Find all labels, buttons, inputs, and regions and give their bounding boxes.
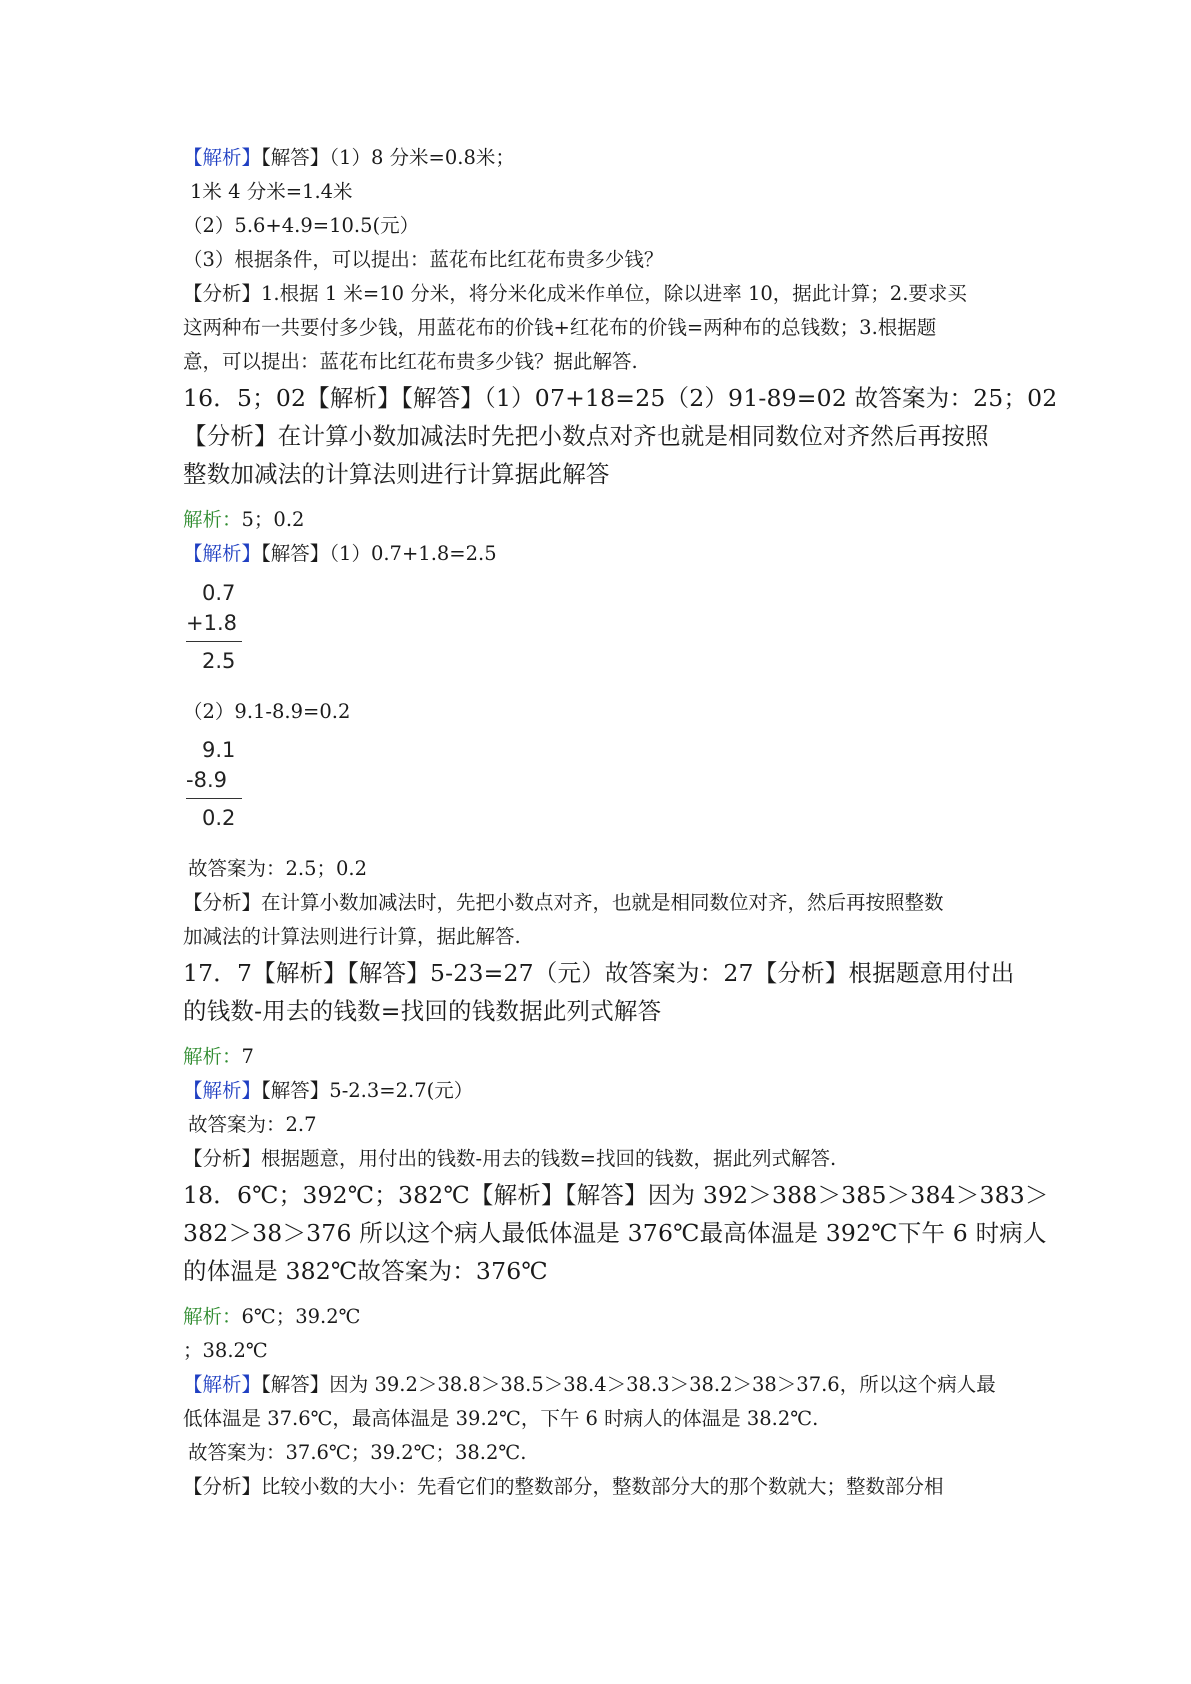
addend-1: 0.7 bbox=[202, 581, 236, 605]
text: 比较小数的大小：先看它们的整数部分，整数部分大的那个数就大；整数部分相 bbox=[261, 1475, 944, 1498]
fenxi-tag: 【分析】 bbox=[183, 1147, 262, 1170]
line-jiexi-3 bbox=[183, 1079, 473, 1102]
line-text: 这两种布一共要付多少钱，用蓝花布的价钱+红花布的价钱=两种布的总钱数；3.根据题 bbox=[183, 316, 937, 339]
jieda-tag: 【解答】 bbox=[261, 146, 330, 169]
vertical-subtraction bbox=[186, 735, 246, 833]
line-text-large: 382＞38＞376 所以这个病人最低体温是 376℃最高体温是 392℃下午 6 时病人 bbox=[183, 1219, 1047, 1247]
jieda-tag: 【解答】 bbox=[261, 542, 330, 565]
line-jiexi-1 bbox=[183, 146, 515, 169]
line-text: （2）5.6+4.9=10.5(元） bbox=[183, 214, 420, 237]
text: 5-2.3=2.7(元） bbox=[329, 1079, 474, 1102]
line-text: 故答案为：2.5；0.2 bbox=[188, 857, 368, 880]
jiexi-tag: 【解析】 bbox=[183, 542, 262, 565]
line-fenxi-2 bbox=[183, 891, 944, 914]
line-jiexi-2 bbox=[183, 542, 497, 565]
line-text: （2）9.1-8.9=0.2 bbox=[183, 700, 351, 723]
text: 1.根据 1 米=10 分米，将分米化成米作单位，除以进率 10，据此计算；2.要求买 bbox=[261, 282, 967, 305]
jieda-tag: 【解答】 bbox=[261, 1079, 330, 1102]
addend-2: +1.8 bbox=[186, 611, 237, 635]
line-text: ；38.2℃ bbox=[183, 1339, 268, 1362]
minuend: 9.1 bbox=[202, 738, 236, 762]
answer-line-17 bbox=[183, 1045, 254, 1068]
line-text-large: 【分析】在计算小数加减法时先把小数点对齐也就是相同数位对齐然后再按照 bbox=[183, 422, 989, 450]
subtrahend: -8.9 bbox=[186, 768, 227, 792]
text: 根据题意，用付出的钱数-用去的钱数=找回的钱数，据此列式解答. bbox=[261, 1147, 837, 1170]
fenxi-tag: 【分析】 bbox=[183, 282, 262, 305]
answer-line-16 bbox=[183, 508, 304, 531]
difference-result: 0.2 bbox=[202, 806, 236, 830]
line-text: 1米 4 分米=1.4米 bbox=[190, 180, 353, 203]
jiexi-tag: 【解析】 bbox=[183, 1079, 262, 1102]
sum-result: 2.5 bbox=[202, 649, 236, 673]
jiexi-label: 解析： bbox=[183, 1305, 242, 1328]
line-fenxi-4 bbox=[183, 1475, 944, 1498]
line-jiexi-4 bbox=[183, 1373, 996, 1396]
text: 7 bbox=[241, 1045, 254, 1068]
line-text: 故答案为：37.6℃；39.2℃；38.2℃. bbox=[188, 1441, 527, 1464]
text: （1）0.7+1.8=2.5 bbox=[329, 542, 497, 565]
question-16-header: 16．5；02【解析】【解答】（1）07+18=25（2）91-89=02 故答案为：25；02 bbox=[183, 384, 1058, 412]
text: 5；0.2 bbox=[241, 508, 305, 531]
jiexi-label: 解析： bbox=[183, 1045, 242, 1068]
fenxi-tag: 【分析】 bbox=[183, 1475, 262, 1498]
line-text-large: 的体温是 382℃故答案为：376℃ bbox=[183, 1257, 548, 1285]
jieda-tag: 【解答】 bbox=[261, 1373, 330, 1396]
fenxi-tag: 【分析】 bbox=[183, 891, 262, 914]
question-18-header: 18．6℃；392℃；382℃【解析】【解答】因为 392＞388＞385＞384＞383＞ bbox=[183, 1181, 1049, 1209]
line-text: 低体温是 37.6℃，最高体温是 39.2℃，下午 6 时病人的体温是 38.2℃. bbox=[183, 1407, 819, 1430]
line-text: 故答案为：2.7 bbox=[188, 1113, 317, 1136]
text: （1）8 分米=0.8米； bbox=[329, 146, 515, 169]
jiexi-tag: 【解析】 bbox=[183, 1373, 262, 1396]
text: 因为 39.2＞38.8＞38.5＞38.4＞38.3＞38.2＞38＞37.6，所以这个病人最 bbox=[329, 1373, 996, 1396]
text: 在计算小数加减法时，先把小数点对齐，也就是相同数位对齐，然后再按照整数 bbox=[261, 891, 944, 914]
question-17-header: 17．7【解析】【解答】5-23=27（元）故答案为：27【分析】根据题意用付出 bbox=[183, 959, 1015, 987]
jiexi-tag: 【解析】 bbox=[183, 146, 262, 169]
answer-line-18 bbox=[183, 1305, 360, 1328]
line-text-large: 的钱数-用去的钱数=找回的钱数据此列式解答 bbox=[183, 997, 662, 1025]
line-text-large: 整数加减法的计算法则进行计算据此解答 bbox=[183, 460, 610, 488]
line-text: 加减法的计算法则进行计算，据此解答. bbox=[183, 925, 521, 948]
line-fenxi-1 bbox=[183, 282, 967, 305]
line-text: （3）根据条件，可以提出：蓝花布比红花布贵多少钱？ bbox=[183, 248, 664, 271]
sum-line bbox=[186, 641, 242, 642]
text: 6℃；39.2℃ bbox=[241, 1305, 361, 1328]
line-fenxi-3 bbox=[183, 1147, 836, 1170]
difference-line bbox=[186, 798, 242, 799]
vertical-addition bbox=[186, 578, 246, 676]
line-text: 意，可以提出：蓝花布比红花布贵多少钱？据此解答. bbox=[183, 350, 638, 373]
jiexi-label: 解析： bbox=[183, 508, 242, 531]
